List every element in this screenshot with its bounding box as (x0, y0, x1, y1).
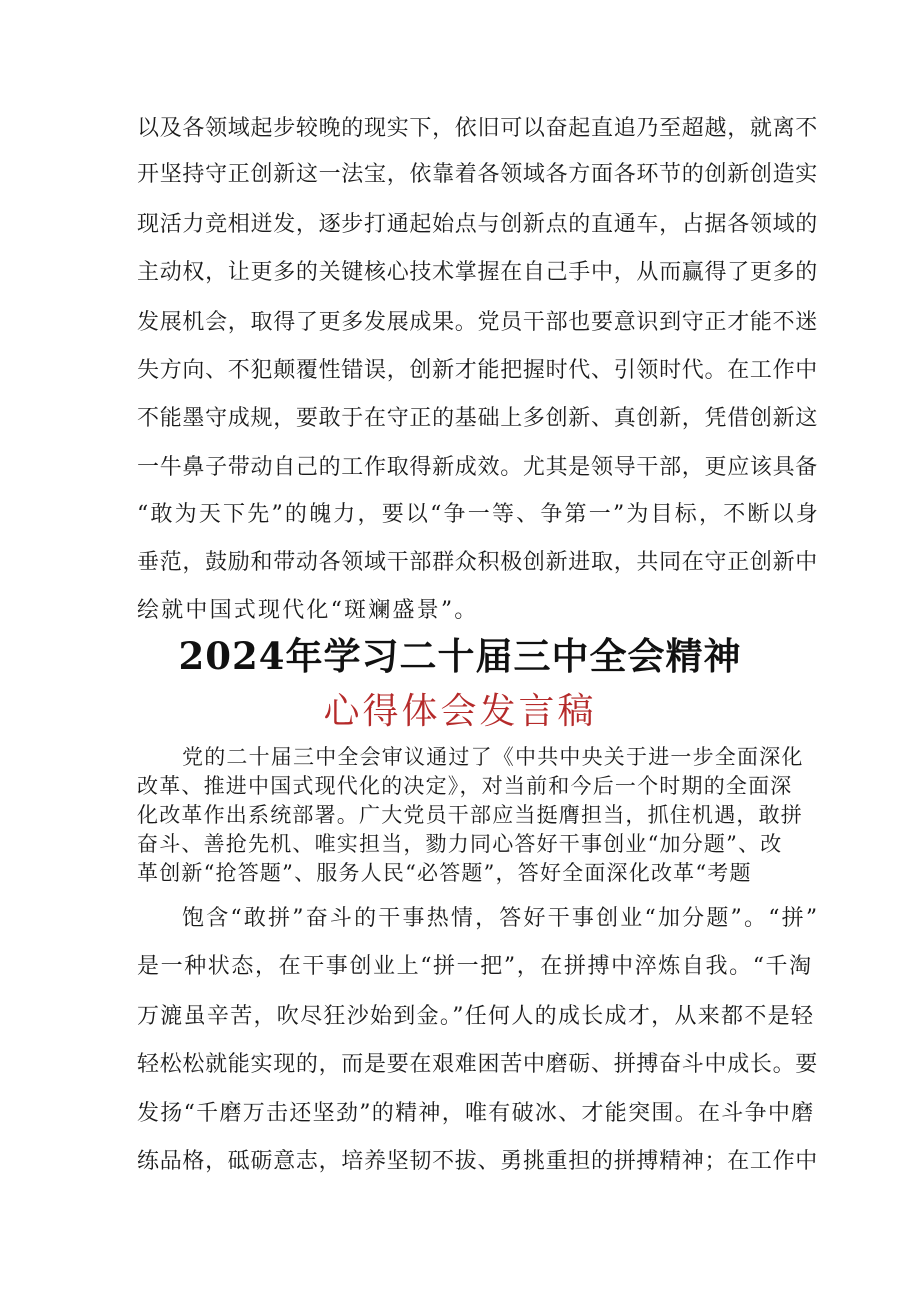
text-line: 是一种状态，在干事创业上“拼一把”，在拼搏中淬炼自我。“千淘 (137, 954, 813, 979)
text-line: 开坚持守正创新这一法宝，依靠着各领域各方面各环节的创新创造实 (137, 162, 819, 187)
text-line: 一牛鼻子带动自己的工作取得新成效。尤其是领导干部，更应该具备 (137, 455, 819, 480)
text-line: 发展机会，取得了更多发展成果。党员干部也要意识到守正才能不迷 (137, 310, 819, 335)
text-line: 现活力竞相迸发，逐步打通起始点与创新点的直通车，占据各领域的 (137, 212, 819, 237)
text-line: 饱含“敢拼”奋斗的干事热情，答好干事创业“加分题”。“拼” (182, 906, 820, 931)
text-line: 不能墨守成规，要敢于在守正的基础上多创新、真创新，凭借创新这 (137, 406, 819, 431)
text-line: 练品格，砥砺意志，培养坚韧不拔、勇挑重担的拼搏精神；在工作中 (137, 1149, 819, 1174)
text-line: 绘就中国式现代化“斑斓盛景”。 (137, 598, 479, 623)
text-line: 奋斗、善抢先机、唯实担当，勠力同心答好干事创业“加分题”、改 (137, 832, 783, 856)
text-line: 万漉虽辛苦，吹尽狂沙始到金。”任何人的成长成才，从来都不是轻 (137, 1004, 815, 1029)
text-line: 主动权，让更多的关键核心技术掌握在自己手中，从而赢得了更多的 (137, 260, 819, 285)
text-line: 化改革作出系统部署。广大党员干部应当挺膺担当，抓住机遇，敢拼 (137, 803, 803, 827)
text-line: 轻松松就能实现的，而是要在艰难困苦中磨砺、拼搏奋斗中成长。要 (137, 1052, 819, 1077)
text-line: 党的二十届三中全会审议通过了《中共中央关于进一步全面深化 (182, 745, 804, 769)
text-line: 革创新“抢答题”、服务人民“必答题”，答好全面深化改革“考题 (137, 861, 752, 885)
page-subtitle: 心得体会发言稿 (323, 691, 597, 732)
page-title: 2024年学习二十届三中全会精神 (178, 634, 742, 678)
text-line: “敢为天下先”的魄力，要以“争一等、争第一”为目标，不断以身 (137, 502, 820, 527)
text-line: 以及各领域起步较晚的现实下，依旧可以奋起直追乃至超越，就离不 (137, 116, 819, 141)
text-line: 垂范，鼓励和带动各领域干部群众积极创新进取，共同在守正创新中 (137, 550, 819, 575)
text-line: 失方向、不犯颠覆性错误，创新才能把握时代、引领时代。在工作中 (137, 358, 819, 383)
text-line: 发扬“千磨万击还坚劲”的精神，唯有破冰、才能突围。在斗争中磨 (137, 1101, 815, 1126)
text-line: 改革、推进中国式现代化的决定》，对当前和今后一个时期的全面深 (137, 774, 793, 798)
